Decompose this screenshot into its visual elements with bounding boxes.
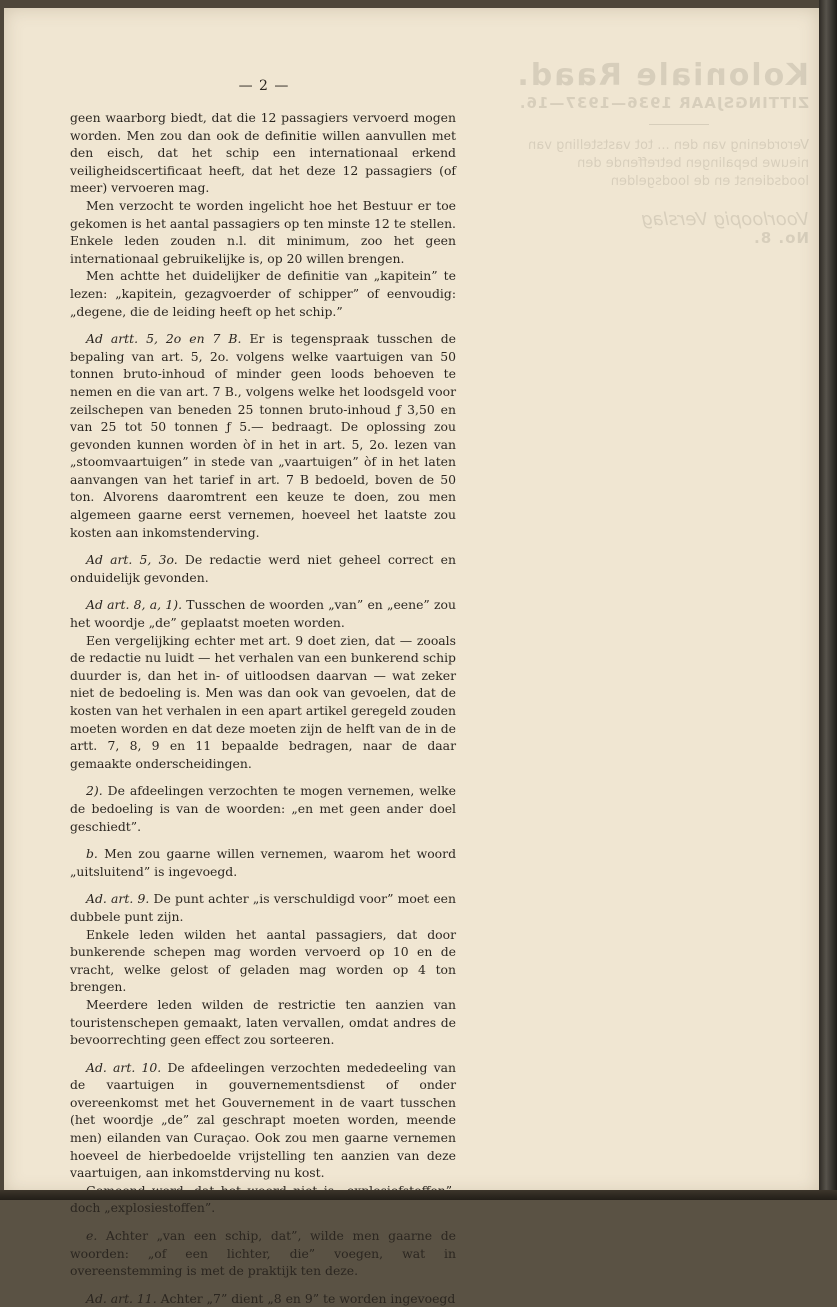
paragraph: e. Achter „van een schip, dat”, wilde men gaarne de woorden: „of een lichter, die” voegen, wat in overeenstemming is met de praktijk ten deze. bbox=[70, 1228, 456, 1279]
bleed-rule bbox=[649, 124, 709, 125]
bleed-subtitle: Verordening van den ... tot vaststelling van nieuwe bepalingen betreffende den loodsdienst en de loodsgelden bbox=[528, 138, 809, 189]
bleed-title: Koloniale Raad. bbox=[515, 58, 809, 93]
bleed-session: ZITTINGSJAAR 1936—1937—16. bbox=[518, 94, 809, 112]
paragraph: Meerdere leden wilden de restrictie ten aanzien van touristenschepen gemaakt, laten vervallen, omdat andres de bevoorrechting geen effect zou sorteeren. bbox=[70, 996, 456, 1048]
document-page bbox=[4, 8, 819, 1306]
paragraph: 2). De afdeelingen verzochten te mogen vernemen, welke de bedoeling is van de woorden: „en met geen ander doel geschiedt”. bbox=[70, 783, 456, 834]
bleed-through-reverse-side bbox=[509, 58, 809, 1118]
article-reference: 2). bbox=[86, 783, 103, 799]
paragraph: b. Men zou gaarne willen vernemen, waarom het woord „uitsluitend” is ingevoegd. bbox=[70, 846, 456, 879]
paragraph: Ad. art. 11. Achter „7” dient „8 en 9” te worden ingevoegd bbox=[86, 1290, 456, 1306]
article-reference: Ad. art. 10. bbox=[86, 1059, 162, 1075]
article-reference: Ad artt. 5, 2o en 7 B. bbox=[86, 331, 242, 347]
book-spine-edge bbox=[819, 0, 837, 1200]
paragraph: Ad art. 5, 3o. De redactie werd niet geheel correct en onduidelijk gevonden. bbox=[70, 552, 456, 585]
article-reference: Ad art. 5, 3o. bbox=[86, 552, 178, 568]
paragraph: geen waarborg biedt, dat die 12 passagiers vervoerd mogen worden. Men zou dan ook de definitie willen aanvullen met den eisch, dat het schip een internationaal erkend veiligheidscertificaat heeft, dat het deze 12 passagiers (of meer) vervoeren mag. bbox=[70, 110, 456, 196]
paragraph: Men verzocht te worden ingelicht hoe het Bestuur er toe gekomen is het aantal passagiers op ten minste 12 te stellen. Enkele leden zouden n.l. dit minimum, zoo het geen internationaal gebruikelijke is, op 20 willen brengen. bbox=[70, 197, 456, 266]
article-reference: Ad. art. 9. bbox=[86, 891, 150, 907]
article-reference: e. bbox=[86, 1228, 98, 1244]
paragraph: Een vergelijking echter met art. 9 doet zien, dat — zooals de redactie nu luidt — het verhalen van een bunkerend schip duurder is, dan het in- of uitloodsen daarvan — wat zeker niet de bedoeling is. Men was dan ook van gevoelen, dat de kosten van het verhalen in een apart artikel geregeld zouden moeten worden en dat deze moeten zijn de helft van de in de artt. 7, 8, 9 en 11 bepaalde bedragen, naar de daar gemaakte onderscheidingen. bbox=[70, 632, 456, 771]
article-reference: Ad art. 8, a, 1). bbox=[86, 597, 183, 613]
document-body bbox=[70, 109, 456, 1307]
bleed-number: No. 8. bbox=[753, 229, 809, 247]
scan-bottom-edge bbox=[0, 1190, 837, 1200]
article-reference: b. bbox=[86, 846, 98, 862]
paragraph: Ad. art. 9. De punt achter „is verschuldigd voor” moet een dubbele punt zijn. bbox=[70, 891, 456, 924]
paragraph: Men achtte het duidelijker de definitie van „kapitein” te lezen: „kapitein, gezagvoerder of schipper” of eenvoudig: „degene, die de leiding heeft op het schip.” bbox=[70, 268, 456, 319]
article-reference: Ad. art. 11. bbox=[86, 1290, 157, 1306]
paragraph: Enkele leden wilden het aantal passagiers, dat door bunkerende schepen mag worden vervoerd op 10 en de vracht, welke gelost of geladen mag worden op 4 ton brengen. bbox=[70, 926, 456, 995]
paragraph: Ad. art. 10. De afdeelingen verzochten mededeeling van de vaartuigen in gouvernementsdienst of onder overeenkomst met het Gouvernement in de vaart tusschen (het woordje „de” zal geschrapt moeten worden, meende men) eilanden van Curaçao. Ook zou men gaarne vernemen hoeveel de hierbedoelde vrijstelling ten aanzien van deze vaartuigen, aan inkomstderving nu kost. bbox=[70, 1059, 456, 1181]
paragraph: Ad artt. 5, 2o en 7 B. Er is tegenspraak tusschen de bepaling van art. 5, 2o. volgens welke vaartuigen van 50 tonnen bruto-inhoud of minder geen loods behoeven te nemen en die van art. 7 B., volgens welke het loodsgeld voor zeilschepen van beneden 25 tonnen bruto-inhoud ƒ 3,50 en van 25 tot 50 tonnen ƒ 5.— bedraagt. De oplossing zou gevonden kunnen worden òf in het in art. 5, 2o. lezen van „stoomvaartuigen” in stede van „vaartuigen” òf in het laten aanvangen van het tarief in art. 7 B bedoeld, boven de 50 ton. Alvorens daaromtrent een keuze te doen, zou men algemeen gaarne eerst vernemen, hoeveel het laatste zou kosten aan inkomstenderving. bbox=[70, 331, 456, 540]
paragraph: doch „explosiestoffen”. bbox=[70, 1200, 216, 1216]
paragraph: Ad art. 8, a, 1). Tusschen de woorden „van” en „eene” zou het woordje „de” geplaatst moeten worden. bbox=[70, 597, 456, 631]
bleed-report: Voorloopig Verslag bbox=[641, 209, 809, 230]
page-number: — 2 — bbox=[238, 78, 290, 94]
